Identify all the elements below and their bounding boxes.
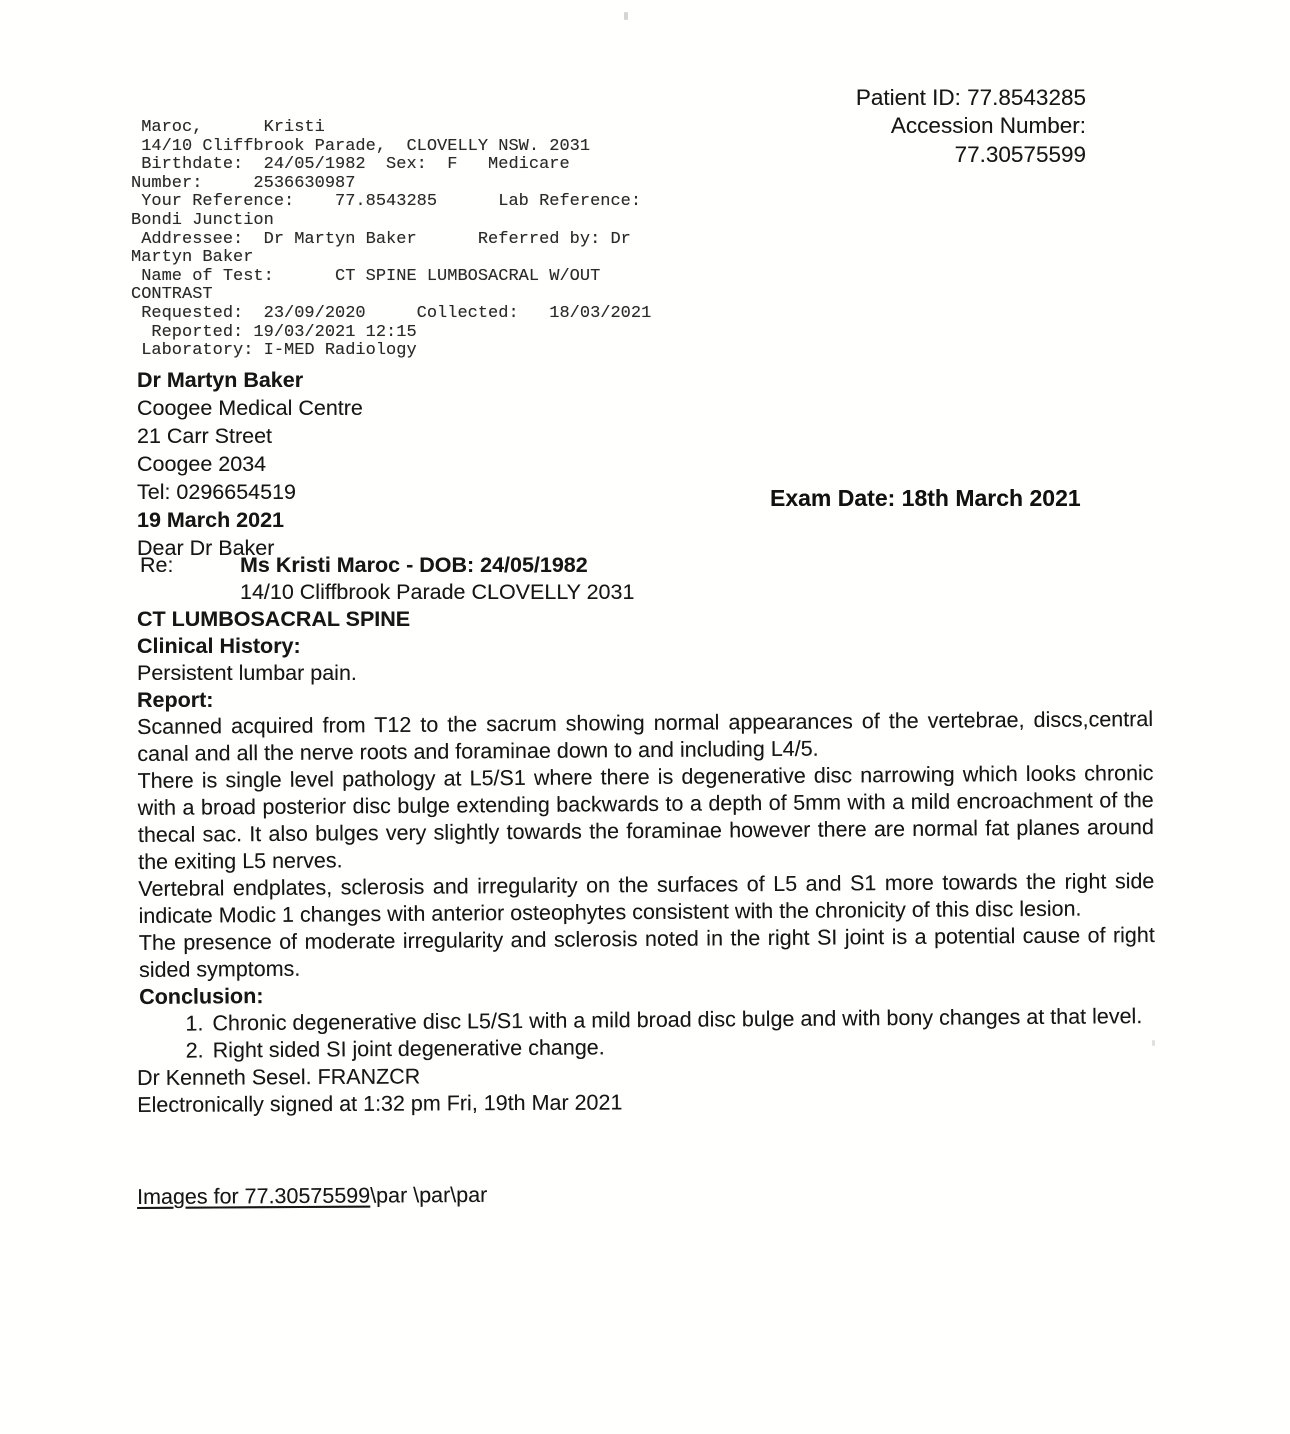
re-patient: Ms Kristi Maroc - DOB: 24/05/1982 (240, 553, 588, 577)
conclusion-number: 1. (185, 1011, 204, 1036)
images-link[interactable]: Images for 77.30575599 (137, 1183, 371, 1209)
referral-line: Number: 2536630987 (131, 173, 356, 193)
patient-id: Patient ID: 77.8543285 (855, 85, 1086, 110)
referral-line: Maroc, Kristi (131, 118, 325, 137)
accession-number-value: 77.30575599 (954, 141, 1086, 167)
conclusion-label: Conclusion: (139, 984, 264, 1009)
referral-line: Name of Test: CT SPINE LUMBOSACRAL W/OUT (131, 266, 601, 286)
clinical-history-label: Clinical History: (137, 634, 301, 658)
salutation: Dear Dr Baker (137, 536, 275, 560)
referral-line: Birthdate: 24/05/1982 Sex: F Medicare (131, 155, 570, 175)
referral-line: 14/10 Cliffbrook Parade, CLOVELLY NSW. 2031 (131, 136, 591, 156)
referral-line: CONTRAST (131, 285, 213, 305)
referral-line: Bondi Junction (131, 210, 274, 230)
radiologist-signature: Dr Kenneth Sesel. FRANZCR (137, 1064, 421, 1090)
report-paragraph: The presence of moderate irregularity and sclerosis noted in the right SI joint is a potential cause of right sided symptoms. (138, 923, 1155, 982)
re-block (140, 552, 634, 606)
exam-date: Exam Date: 18th March 2021 (770, 485, 1081, 511)
conclusion-number: 2. (185, 1038, 204, 1063)
referral-line: Your Reference: 77.8543285 Lab Reference: (131, 192, 642, 212)
scan-artifact (624, 12, 628, 20)
addressee-street: 21 Carr Street (137, 424, 273, 448)
referral-line: Reported: 19/03/2021 12:15 (131, 322, 417, 342)
electronic-signature-line: Electronically signed at 1:32 pm Fri, 19th Mar 2021 (137, 1090, 623, 1117)
accession-number-label: Accession Number: (890, 113, 1086, 139)
rtf-par-artifact: \par \par\par (370, 1182, 488, 1208)
referral-line: Requested: 23/09/2020 Collected: 18/03/2021 (131, 303, 652, 323)
footer-line (137, 1182, 487, 1211)
patient-id-block (856, 84, 1086, 169)
clinical-history-text: Persistent lumbar pain. (137, 661, 357, 685)
report-body (137, 606, 1153, 1119)
re-label: Re: (140, 553, 174, 577)
referral-demographics-block (131, 119, 651, 361)
referral-line: Martyn Baker (131, 248, 254, 268)
referral-line: Addressee: Dr Martyn Baker Referred by: Dr (131, 229, 631, 249)
report-paragraph: Scanned acquired from T12 to the sacrum showing normal appearances of the vertebrae, discs,central canal and all the nerve roots and foraminae down to and including L4/5. (137, 707, 1154, 766)
report-paragraph: Vertebral endplates, sclerosis and irregularity on the surfaces of L5 and S1 more towards the right side indicate Modic 1 changes with anterior osteophytes consistent with the chronicity of this disc lesion. (138, 869, 1155, 928)
report-findings (137, 706, 1156, 1065)
signature-block (137, 1060, 1153, 1119)
referral-line: Laboratory: I-MED Radiology (131, 341, 417, 361)
addressee-practice: Coogee Medical Centre (137, 396, 363, 420)
report-paragraph: There is single level pathology at L5/S1 where there is degenerative disc narrowing which looks chronic with a broad posterior disc bulge extending backwards to a depth of 5mm with a mild encroachment of the thecal sac. It also bulges very slightly towards the foraminae however there are normal fat planes around the exiting L5 nerves. (137, 761, 1155, 874)
addressee-phone: Tel: 0296654519 (137, 480, 297, 504)
addressee-block (137, 366, 363, 562)
report-label: Report: (137, 688, 214, 712)
re-address: 14/10 Cliffbrook Parade CLOVELLY 2031 (240, 580, 635, 604)
letter-date: 19 March 2021 (137, 508, 285, 532)
addressee-suburb: Coogee 2034 (137, 452, 267, 476)
conclusion-text: Right sided SI joint degenerative change. (212, 1035, 605, 1063)
addressee-doctor: Dr Martyn Baker (137, 368, 304, 392)
conclusion-text: Chronic degenerative disc L5/S1 with a mild broad disc bulge and with bony changes at that level. (212, 1004, 1143, 1036)
report-title: CT LUMBOSACRAL SPINE (137, 607, 411, 631)
